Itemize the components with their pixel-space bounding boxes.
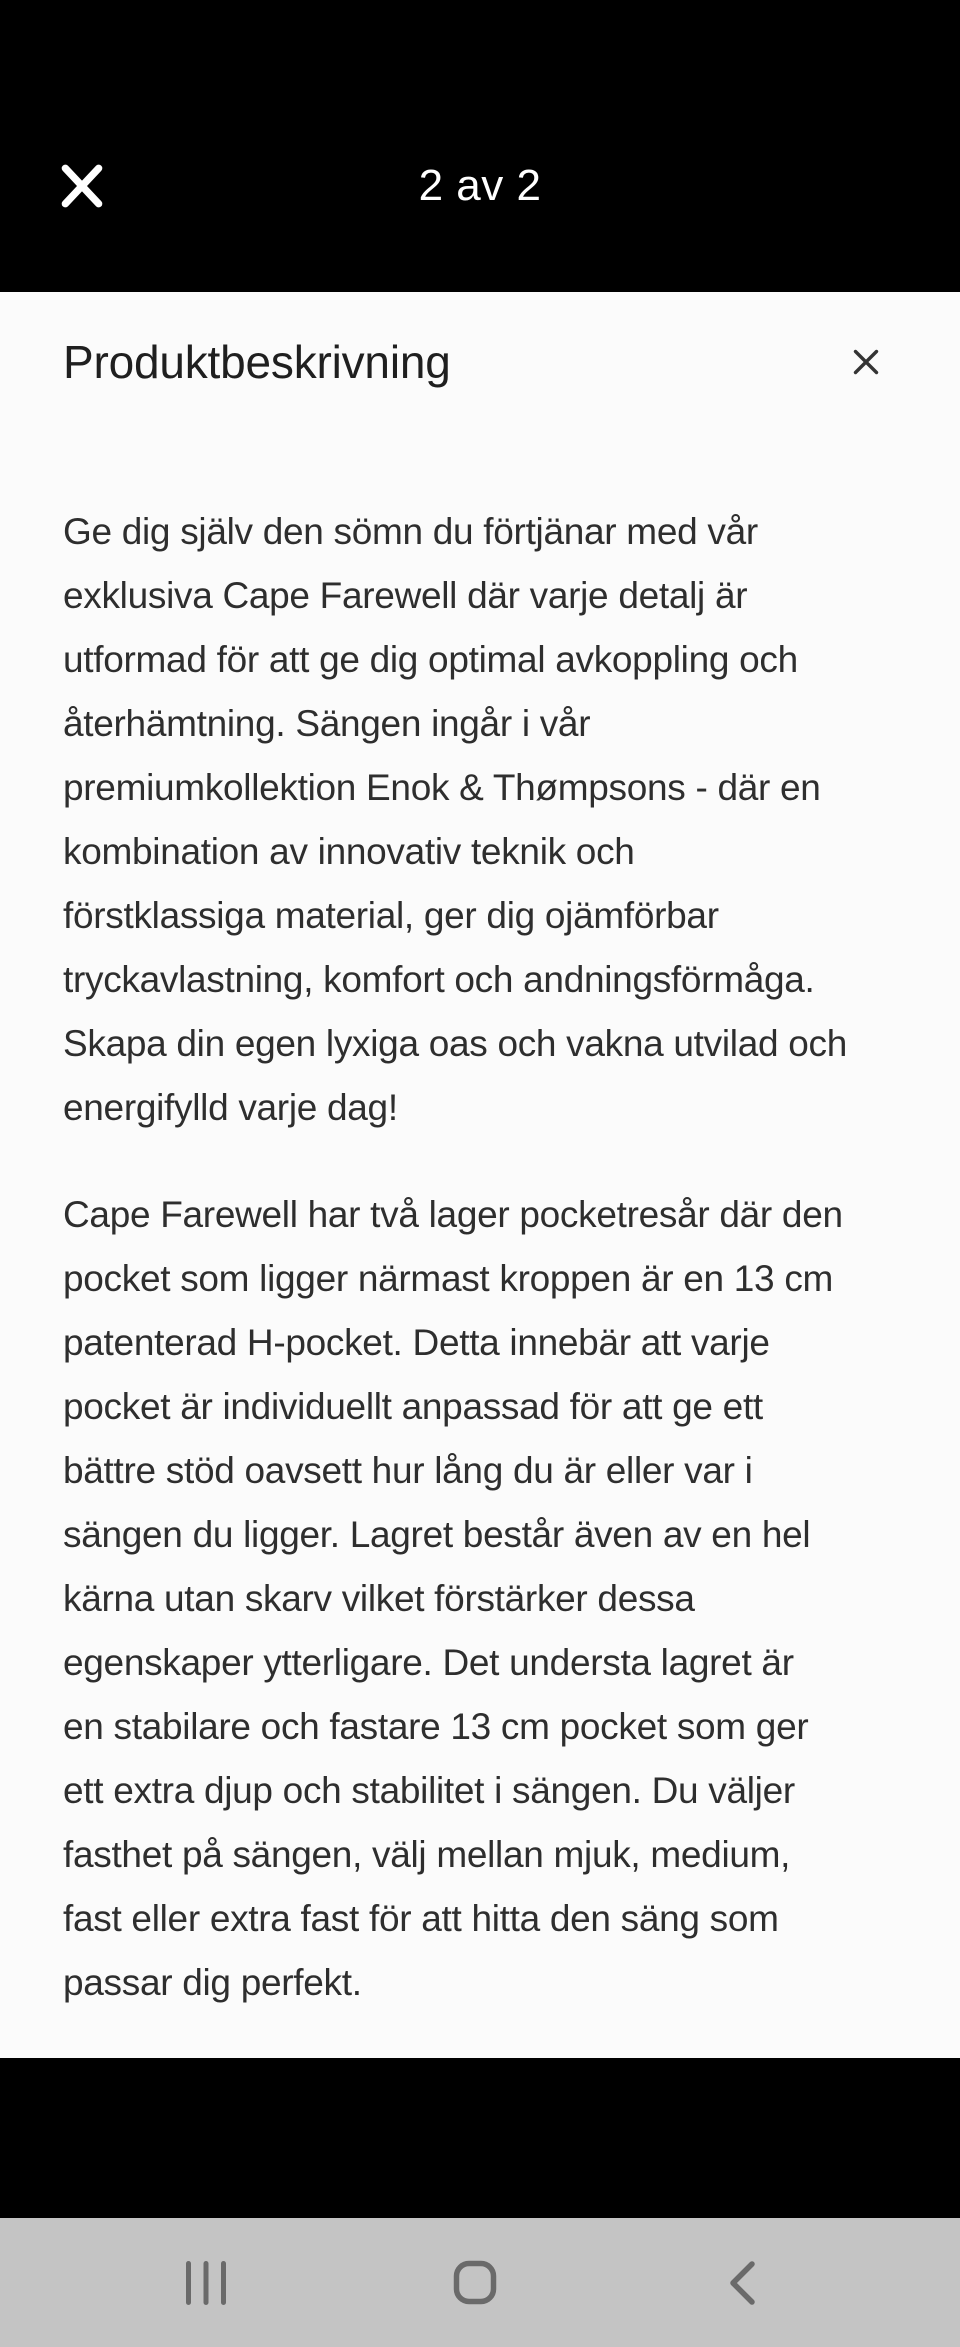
paragraph-line: Ge dig själv den sömn du förtjänar med vår [63, 511, 758, 552]
home-icon [453, 2260, 497, 2305]
paragraph-line: en stabilare och fastare 13 cm pocket som ger [63, 1706, 809, 1747]
paragraph-line: tryckavlastning, komfort och andningsförmåga. [63, 959, 815, 1000]
paragraph-line: återhämtning. Sängen ingår i vår [63, 703, 591, 744]
android-nav-bar [0, 2218, 960, 2347]
paragraph-line: passar dig perfekt. [63, 1962, 362, 2003]
close-x-icon [850, 346, 882, 378]
paragraph-line: exklusiva Cape Farewell där varje detalj är [63, 575, 748, 616]
paragraph-line: patenterad H-pocket. Detta innebär att varje [63, 1322, 770, 1363]
letterbox-area [0, 2058, 960, 2218]
home-button[interactable] [420, 2218, 530, 2347]
paragraph-line: energifylld varje dag! [63, 1087, 398, 1128]
paragraph-line: pocket är individuellt anpassad för att ge ett [63, 1386, 763, 1427]
panel-title: Produktbeskrivning [63, 336, 451, 388]
panel-scroll-area[interactable] [0, 500, 960, 2015]
page-indicator: 2 av 2 [418, 161, 542, 210]
recents-button[interactable] [151, 2218, 261, 2347]
paragraph-line: fasthet på sängen, välj mellan mjuk, medium, [63, 1834, 791, 1875]
paragraph-line: kärna utan skarv vilket förstärker dessa [63, 1578, 695, 1619]
paragraph-line: förstklassiga material, ger dig ojämförbar [63, 895, 719, 936]
back-icon [726, 2261, 758, 2305]
paragraph [63, 500, 920, 1140]
paragraph-line: Cape Farewell har två lager pocketresår där den [63, 1194, 843, 1235]
paragraph-line: ett extra djup och stabilitet i sängen. Du väljer [63, 1770, 795, 1811]
back-button[interactable] [687, 2218, 797, 2347]
paragraph-line: kombination av innovativ teknik och [63, 831, 635, 872]
panel-header [0, 292, 960, 390]
paragraph-line: bättre stöd oavsett hur lång du är eller var i [63, 1450, 753, 1491]
recents-icon [185, 2260, 227, 2306]
panel-close-button[interactable] [850, 346, 882, 378]
paragraph-line: premiumkollektion Enok & Thømpsons - där en [63, 767, 821, 808]
image-viewer-topbar [0, 0, 960, 292]
paragraph-line: Skapa din egen lyxiga oas och vakna utvilad och [63, 1023, 847, 1064]
paragraph-line: sängen du ligger. Lagret består även av en hel [63, 1514, 811, 1555]
paragraph-line: egenskaper ytterligare. Det understa lagret är [63, 1642, 794, 1683]
product-description-panel [0, 292, 960, 2058]
paragraph-line: fast eller extra fast för att hitta den säng som [63, 1898, 779, 1939]
paragraph-line: utformad för att ge dig optimal avkoppling och [63, 639, 798, 680]
paragraph [63, 1183, 920, 2015]
paragraph-line: pocket som ligger närmast kroppen är en 13 cm [63, 1258, 834, 1299]
